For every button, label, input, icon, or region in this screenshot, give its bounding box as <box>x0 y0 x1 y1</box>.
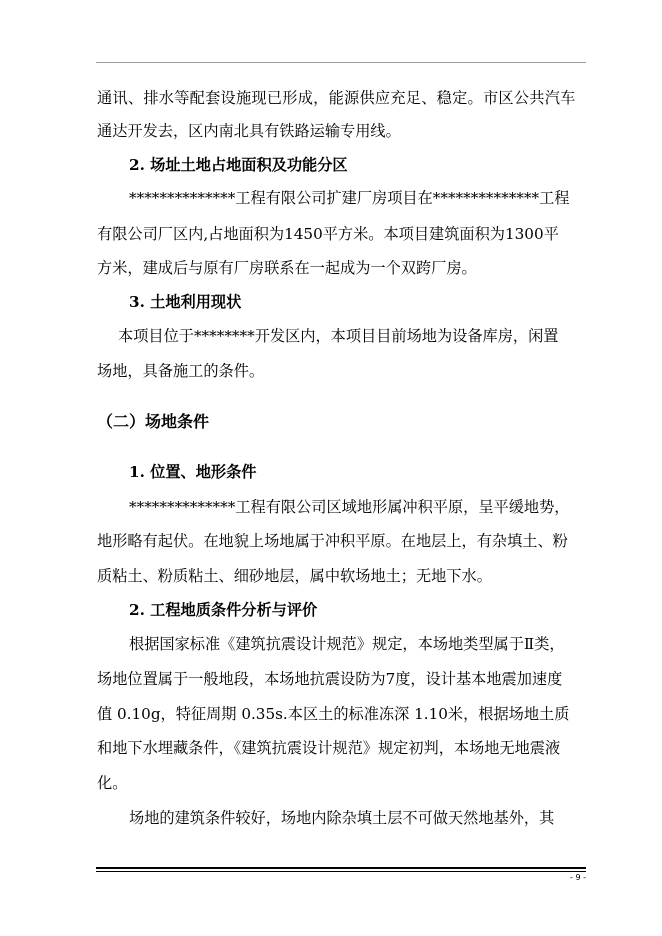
body-line-12: 场地位置属于一般地段，本场地抗震设防为7度，设计基本地震加速度 <box>97 670 563 688</box>
section-heading-2-geology: 2. 工程地质条件分析与评价 <box>129 601 318 619</box>
header-rule <box>96 62 586 63</box>
body-line-15: 化。 <box>97 774 128 792</box>
body-line-1: 通讯、排水等配套设施现已形成，能源供应充足、稳定。市区公共汽车 <box>97 89 576 107</box>
section-heading-2-site-area: 2. 场址土地占地面积及功能分区 <box>129 156 348 174</box>
body-line-2: 通达开发去，区内南北具有铁路运输专用线。 <box>97 122 401 140</box>
body-line-4: 有限公司厂区内,占地面积为1450平方米。本项目建筑面积为1300平 <box>97 225 559 243</box>
body-line-14: 和地下水埋藏条件，《建筑抗震设计规范》规定初判，本场地无地震液 <box>97 739 561 757</box>
section-heading-site-conditions: （二）场地条件 <box>97 412 210 431</box>
footer-rule-thick <box>96 867 586 869</box>
page-number: - 9 - <box>570 873 586 882</box>
body-line-13: 值 0.10g，特征周期 0.35s.本区土的标准冻深 1.10米，根据场地土质 <box>97 705 570 723</box>
footer-rule-thin <box>96 871 586 872</box>
body-line-6: 本项目位于********开发区内，本项目目前场地为设备库房，闲置 <box>118 327 559 345</box>
body-line-9: 地形略有起伏。在地貌上场地属于冲积平原。在地层上，有杂填土、粉 <box>97 532 568 550</box>
section-heading-3-land-use: 3. 土地利用现状 <box>129 293 242 311</box>
body-line-7: 场地，具备施工的条件。 <box>97 362 265 380</box>
body-line-3: **************工程有限公司扩建厂房项目在**************工程 <box>129 189 570 207</box>
body-line-5: 方米，建成后与原有厂房联系在一起成为一个双跨厂房。 <box>97 259 477 277</box>
body-line-16: 场地的建筑条件较好，场地内除杂填土层不可做天然地基外，其 <box>129 809 555 827</box>
body-line-8: **************工程有限公司区域地形属冲积平原，呈平缓地势， <box>129 498 570 516</box>
section-heading-1-location: 1. 位置、地形条件 <box>129 463 257 481</box>
body-line-10: 质粘土、粉质粘土、细砂地层，属中软场地土；无地下水。 <box>97 567 492 585</box>
body-line-11: 根据国家标准《建筑抗震设计规范》规定，本场地类型属于Ⅱ类， <box>129 635 565 653</box>
